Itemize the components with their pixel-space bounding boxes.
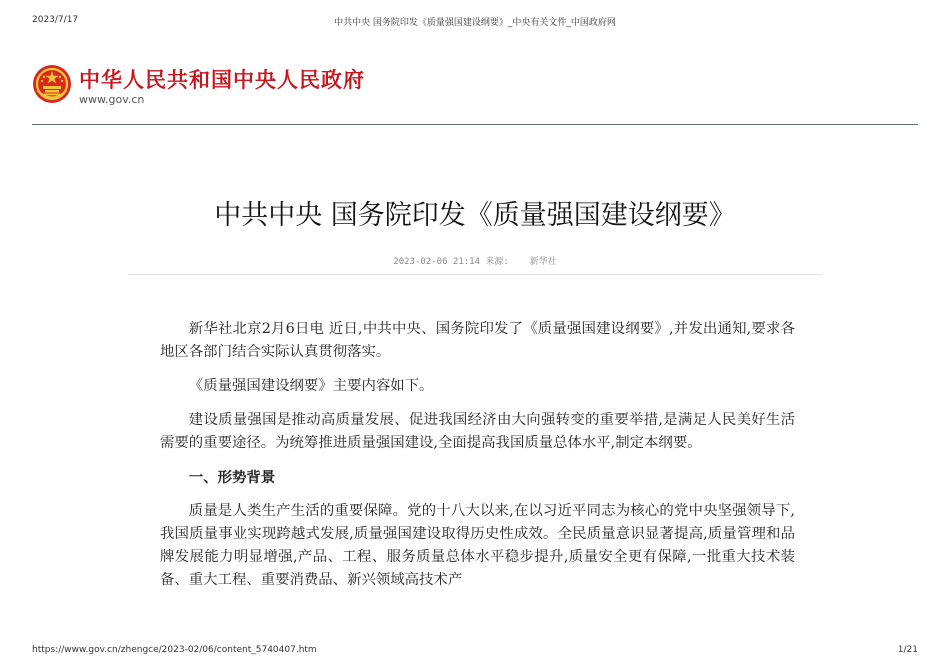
print-footer — [32, 645, 918, 659]
section-heading: 一、形势背景 — [188, 469, 276, 486]
print-page-number: 1/21 — [897, 645, 918, 655]
print-document-title: 中共中央 国务院印发《质量强国建设纲要》_中央有关文件_中国政府网 — [334, 18, 616, 28]
article-source: 新华社 — [529, 257, 557, 267]
print-date: 2023/7/17 — [32, 15, 79, 25]
article-paragraph: 建设质量强国是推动高质量发展、促进我国经济由大向强转变的重要举措,是满足人民美好生活需要的重要途径。为统筹推进质量强国建设,全面提高我国质量总体水平,制定本纲要。 — [160, 412, 795, 451]
site-domain: www.gov.cn — [79, 93, 145, 106]
article-paragraph: 新华社北京2月6日电 近日,中共中央、国务院印发了《质量强国建设纲要》,并发出通知,要求各地区各部门结合实际认真贯彻落实。 — [160, 321, 795, 360]
article-source-label: 来源: — [485, 257, 509, 267]
print-url[interactable]: https://www.gov.cn/zhengce/2023-02/06/content_5740407.htm — [32, 645, 317, 655]
article-meta — [0, 254, 950, 267]
print-header — [32, 15, 918, 29]
meta-divider — [128, 274, 822, 275]
article-paragraph: 《质量强国建设纲要》主要内容如下。 — [188, 378, 434, 394]
national-emblem-icon — [32, 64, 72, 104]
site-masthead[interactable] — [32, 60, 532, 110]
article-datetime: 2023-02-06 21:14 — [393, 257, 480, 267]
site-name: 中华人民共和国中央人民政府 — [79, 68, 365, 92]
article-body — [160, 318, 795, 603]
article-paragraph: 质量是人类生产生活的重要保障。党的十八大以来,在以习近平同志为核心的党中央坚强领导下,我国质量事业实现跨越式发展,质量强国建设取得历史性成效。全民质量意识显著提高,质量管理和品牌发展能力明显增强,产品、工程、服务质量总体水平稳步提升,质量安全更有保障,一批重大技术装备、重大工程、重要消费品、新兴领域高技术产 — [160, 503, 795, 588]
article-title: 中共中央 国务院印发《质量强国建设纲要》 — [214, 200, 736, 231]
header-divider — [32, 124, 918, 125]
